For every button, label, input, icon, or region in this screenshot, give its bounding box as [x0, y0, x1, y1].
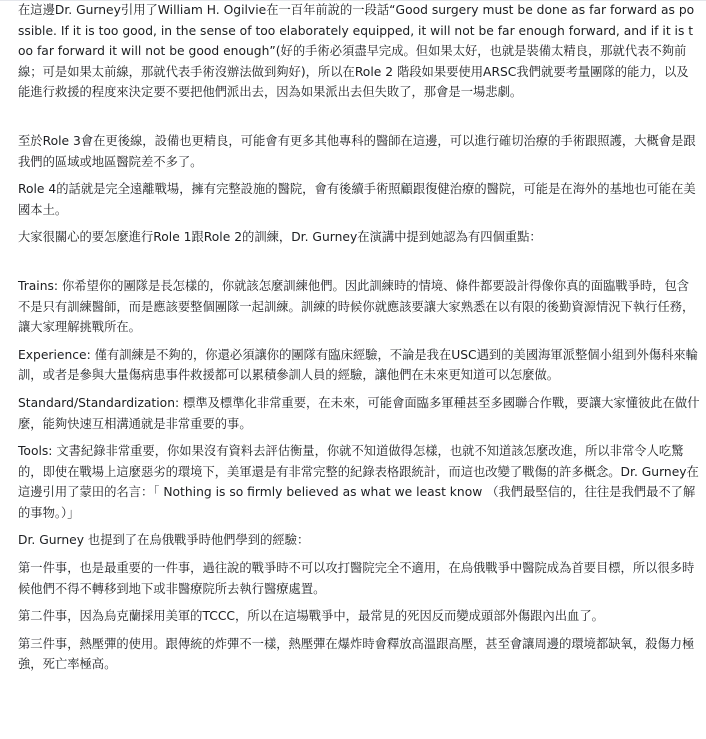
paragraph-training-intro: 大家很關心的要怎麼進行Role 1跟Role 2的訓練，Dr. Gurney在演講中提到她認為有四個重點： — [18, 230, 542, 245]
paragraph-tools: Tools: 文書紀錄非常重要，你如果沒有資料去評估衡量，你就不知道做得怎樣，也就不知道該怎麼改進，所以非常令人吃驚的，即使在戰場上這麼惡劣的環境下，美軍還是有非常完整的紀錄表格跟統計，而這也改變了戰傷的許多概念。Dr. Gurney在這邊引用了蒙田的名言：「 Nothing is so firmly believed as what we least know （我們最堅信的，往往是我們最不了解的事物。）」 — [18, 444, 699, 520]
paragraph-lesson-3: 第三件事，熱壓彈的使用。跟傳統的炸彈不一樣，熱壓彈在爆炸時會釋放高溫跟高壓，甚至會讓周邊的環境都缺氧，殺傷力極強，死亡率極高。 — [18, 636, 695, 672]
paragraph-trains: Trains: 你希望你的團隊是長怎樣的，你就該怎麼訓練他們。因此訓練時的情境、條件都要設計得像你真的面臨戰爭時，包含不是只有訓練醫師，而是應該要整個團隊一起訓練。訓練的時候你就應該要讓大家熟悉在以有限的後勤資源情況下執行任務，讓大家理解挑戰所在。 — [18, 278, 695, 335]
paragraph-standardization: Standard/Standardization: 標準及標準化非常重要，在未來，可能會面臨多軍種甚至多國聯合作戰，要讓大家懂彼此在做什麼，能夠快速互相溝通就是非常重要的事。 — [18, 395, 700, 431]
paragraph-role-4: Role 4的話就是完全遠離戰場，擁有完整設施的醫院，會有後續手術照顧跟復健治療的醫院，可能是在海外的基地也可能在美國本土。 — [18, 182, 696, 217]
paragraph-lesson-2: 第二件事，因為烏克蘭採用美軍的TCCC，所以在這場戰爭中，最常見的死因反而變成頭部外傷跟內出血了。 — [18, 609, 604, 624]
paragraph-lessons-intro: Dr. Gurney 也提到了在烏俄戰爭時他們學到的經驗： — [18, 533, 310, 548]
paragraph-lesson-1: 第一件事，也是最重要的一件事，過往說的戰爭時不可以攻打醫院完全不適用，在烏俄戰爭中醫院成為首要目標，所以很多時候他們不得不轉移到地下或非醫療院所去執行醫療處置。 — [18, 561, 695, 596]
paragraph-ogilvie-quote: 在這邊Dr. Gurney引用了William H. Ogilvie在一百年前說的一段話“Good surgery must be done as far forward as possible. If it is too good, in the sense of too elaborately equipped, it will not be far enough forward, and if it is too far forward it will not be good enough”(好的手術必須盡早完成。但如果太好，也就是裝備太精良，那就代表不夠前線；可是如果太前線，那就代表手術沒辦法做到夠好)，所以在Role 2 階段如果要使用ARSC我們就要考量團隊的能力，以及能進行救援的程度來決定要不要把他們派出去，因為如果派出去但失敗了，那會是一場悲劇。 — [18, 3, 695, 100]
paragraph-experience: Experience: 僅有訓練是不夠的，你還必須讓你的團隊有臨床經驗，不論是我在USC遇到的美國海軍派整個小組到外傷科來輪訓，或者是參與大量傷病患事件救援都可以累積參訓人員的經驗，讓他們在未來更知道可以怎麼做。 — [18, 347, 698, 383]
paragraph-role-3: 至於Role 3會在更後線，設備也更精良，可能會有更多其他專科的醫師在這邊，可以進行確切治療的手術跟照護，大概會是跟我們的區域或地區醫院差不多了。 — [18, 133, 696, 169]
